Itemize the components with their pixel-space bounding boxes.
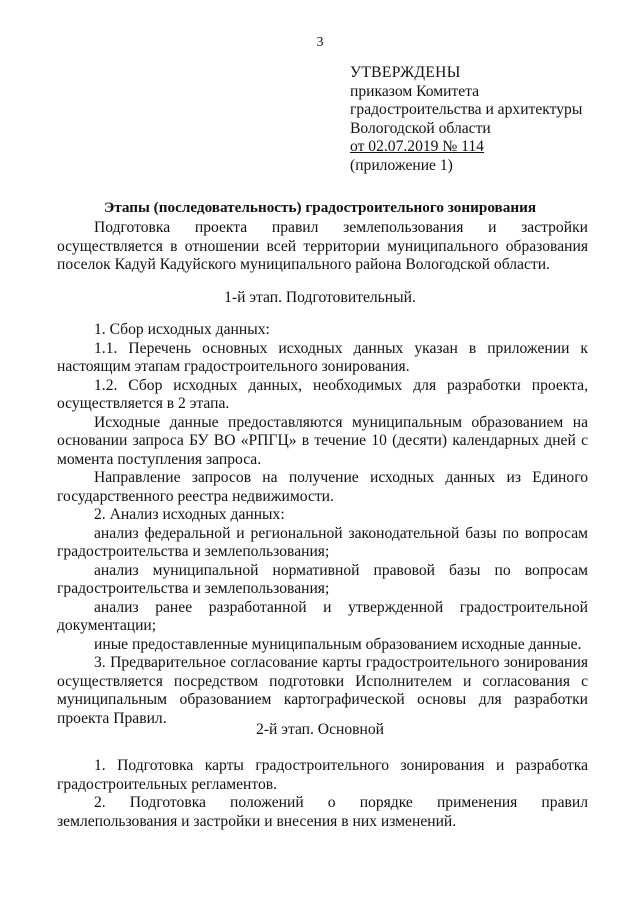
stage1-item2-title: 2. Анализ исходных данных:: [94, 506, 285, 523]
approval-region: Вологодской области: [350, 119, 491, 137]
stage1-heading: 1-й этап. Подготовительный.: [224, 289, 416, 306]
stage1-analysis-item: анализ федеральной и региональной законодательной базы по вопросам градостроительства и землепользования;: [57, 524, 588, 560]
stage1-item1-1: 1.1. Перечень основных исходных данных указан в приложении к настоящим этапам градостроительного зонирования.: [57, 339, 588, 375]
stage2-heading: 2-й этап. Основной: [256, 721, 384, 738]
stage1-analysis-item: анализ муниципальной нормативной правовой базы по вопросам градостроительства и землепользования;: [57, 561, 588, 597]
stage1-item1-2: 1.2. Сбор исходных данных, необходимых для разработки проекта, осуществляется в 2 этапа.: [57, 376, 588, 412]
stage1-requests: Направление запросов на получение исходных данных из Единого государственного реестра недвижимости.: [57, 469, 588, 505]
approval-committee: градостроительства и архитектуры: [350, 101, 583, 118]
stage1-source-data: Исходные данные предоставляются муниципальным образованием на основании запроса БУ ВО «РПГЦ» в течение 10 (десяти) календарных дней с момента поступления запроса.: [57, 413, 588, 468]
stage1-analysis-item: иные предоставленные муниципальным образованием исходные данные.: [94, 635, 582, 653]
approval-date-number: от 02.07.2019 № 114: [350, 138, 484, 155]
page-number: 3: [316, 35, 324, 50]
approval-order: приказом Комитета: [350, 82, 480, 100]
stage1-analysis-item: анализ ранее разработанной и утвержденной градостроительной документации;: [57, 598, 588, 634]
stage2-item1: 1. Подготовка карты градостроительного зонирования и разработка градостроительных регламентов.: [57, 757, 588, 793]
stage1-item3: 3. Предварительное согласование карты градостроительного зонирования осуществляется посредством подготовки Исполнителем и согласования с муниципальным образованием картографической основы для разработки проекта Правил.: [57, 654, 588, 727]
stage2-content: [57, 757, 588, 831]
stage1-content: [57, 321, 588, 728]
stage2-item2: 2. Подготовка положений о порядке применения правил землепользования и застройки и внесения в них изменений.: [57, 794, 588, 830]
approval-appendix: (приложение 1): [350, 156, 453, 174]
intro-paragraph: Подготовка проекта правил землепользования и застройки осуществляется в отношении всей территории муниципального образования поселок Кадуй Кадуйского муниципального района Вологодской области.: [57, 219, 588, 273]
approval-status: УТВЕРЖДЕНЫ: [350, 64, 461, 81]
intro-paragraph-block: [57, 219, 588, 275]
approval-block: [350, 64, 630, 175]
stage1-item1-title: 1. Сбор исходных данных:: [94, 321, 270, 338]
document-title: Этапы (последовательность) градостроительного зонирования: [103, 199, 537, 216]
